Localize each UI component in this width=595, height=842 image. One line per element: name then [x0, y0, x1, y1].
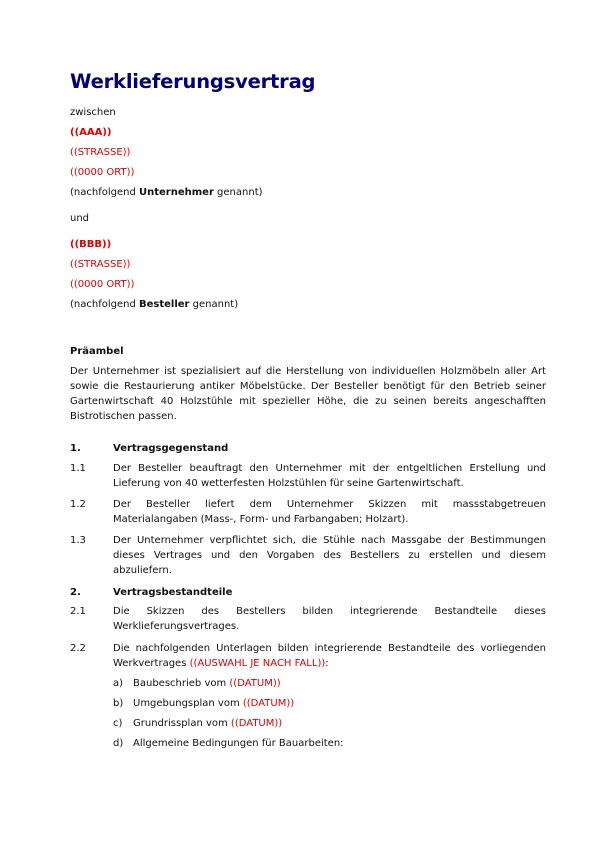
party-a-role: Unternehmer: [138, 187, 214, 198]
list-item: Allgemeine Bedingungen für Bauarbeiten:: [133, 738, 344, 749]
list-item-letter: b): [113, 698, 124, 709]
date-placeholder: ((DATUM)): [229, 678, 281, 689]
clause-1-2-text: Der Besteller liefert dem Unternehmer Skizzen mit massstabgetreuen Materialangaben (Mass-, Form- und Farbangaben; Holzart).: [113, 499, 546, 525]
and-label: und: [70, 213, 90, 224]
clause-1-1-number: 1.1: [70, 463, 86, 474]
document-title: Werklieferungsvertrag: [70, 70, 316, 93]
list-item: Umgebungsplan vom ((DATUM)): [133, 698, 295, 709]
clause-1-2-number: 1.2: [70, 499, 86, 510]
party-b-designation: (nachfolgend Besteller genannt): [70, 299, 239, 310]
party-a-name: ((AAA)): [70, 127, 112, 138]
section1-number: 1.: [70, 443, 81, 454]
clause-2-2-number: 2.2: [70, 643, 86, 654]
clause-1-3-number: 1.3: [70, 535, 86, 546]
clause-1-3-text: Der Unternehmer verpflichtet sich, die Stühle nach Massgabe der Bestimmungen dieses Vertrages und den Vorgaben des Bestellers zu erstellen und diesem abzuliefern.: [113, 535, 546, 576]
party-b-street: ((STRASSE)): [70, 259, 131, 270]
party-a-street: ((STRASSE)): [70, 147, 131, 158]
preamble-text: Der Unternehmer ist spezialisiert auf die Herstellung von individuellen Holzmöbeln aller Art sowie die Restaurierung antiker Möbelstücke. Der Besteller benötigt für den Betrieb seiner Gartenwirtschaft 40 Holzstühle mit spezieller Höhe, die zu seinen bereits angeschafften Bistrotischen passen.: [70, 366, 546, 422]
list-item-letter: d): [113, 738, 124, 749]
selection-placeholder: ((AUSWAHL JE NACH FALL)): [189, 658, 326, 669]
list-item-letter: a): [113, 678, 124, 689]
section2-number: 2.: [70, 587, 81, 598]
preamble-heading: Präambel: [70, 346, 124, 357]
list-item: Baubeschrieb vom ((DATUM)): [133, 678, 281, 689]
date-placeholder: ((DATUM)): [230, 718, 283, 729]
between-label: zwischen: [70, 107, 116, 118]
clause-2-1-number: 2.1: [70, 606, 86, 617]
list-item-letter: c): [113, 718, 123, 729]
section2-heading: Vertragsbestandteile: [113, 587, 233, 598]
list-item: Grundrissplan vom ((DATUM)): [133, 718, 283, 729]
section1-heading: Vertragsgegenstand: [113, 443, 229, 454]
date-placeholder: ((DATUM)): [242, 698, 295, 709]
clause-2-2-text: Die nachfolgenden Unterlagen bilden integrierende Bestandteile des vorliegenden Werkvertrages ((AUSWAHL JE NACH FALL)):: [113, 643, 546, 669]
party-a-designation: (nachfolgend Unternehmer genannt): [70, 187, 263, 198]
party-b-role: Besteller: [138, 299, 190, 310]
clause-2-1-text: Die Skizzen des Bestellers bilden integrierende Bestandteile dieses Werklieferungsvertrages.: [113, 606, 546, 632]
party-b-city: ((0000 ORT)): [70, 279, 135, 290]
party-b-name: ((BBB)): [70, 239, 112, 250]
clause-1-1-text: Der Besteller beauftragt den Unternehmer mit der entgeltlichen Erstellung und Lieferung von 40 wetterfesten Holzstühlen für seine Gartenwirtschaft.: [113, 463, 546, 489]
party-a-city: ((0000 ORT)): [70, 167, 135, 178]
